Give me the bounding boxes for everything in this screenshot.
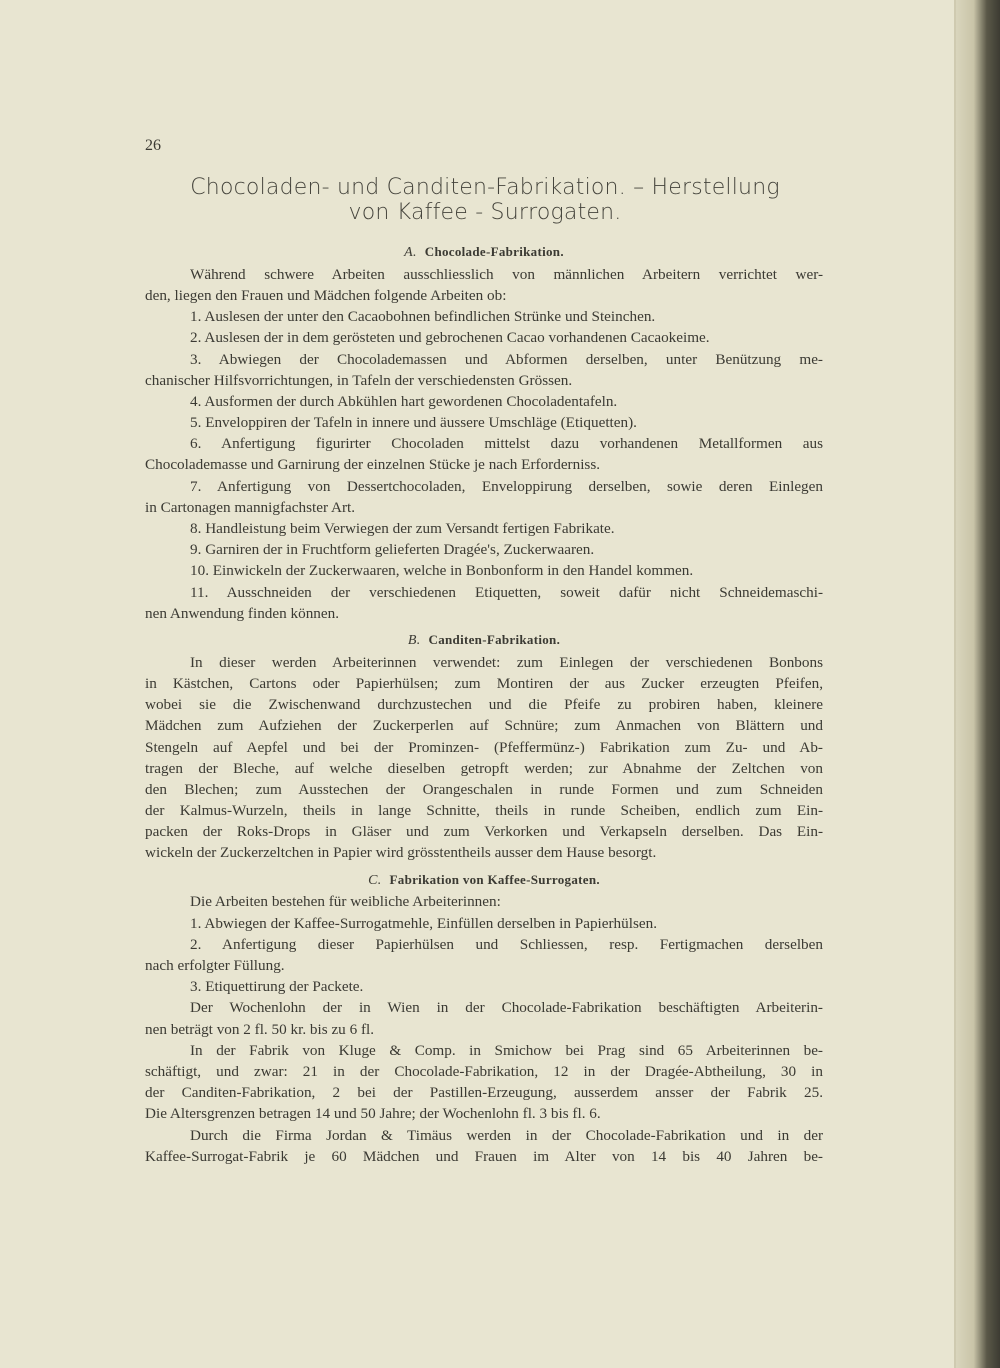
- text-line: nen beträgt von 2 fl. 50 kr. bis zu 6 fl.: [145, 1020, 375, 1038]
- text-line: In dieser werden Arbeiterinnen verwendet: zum Einlegen der verschiedenen Bonbons: [190, 653, 823, 671]
- section-letter: A.: [404, 245, 417, 260]
- text-line: 10. Einwickeln der Zuckerwaaren, welche in Bonbonform in den Handel kommen.: [190, 562, 694, 580]
- text-line: 4. Ausformen der durch Abkühlen hart gewordenen Chocoladentafeln.: [190, 392, 618, 410]
- section-heading-text: Fabrikation von Kaffee-Surrogaten.: [389, 871, 600, 887]
- text-line: wickeln der Zuckerzeltchen in Papier wird grösstentheils ausser dem Hause besorgt.: [145, 844, 657, 862]
- text-line: 7. Anfertigung von Dessertchocoladen, Enveloppirung derselben, sowie deren Einlegen: [190, 477, 823, 495]
- text-line: tragen der Bleche, auf welche dieselben getropft werden; zur Abnahme der Zeltchen von: [145, 759, 823, 777]
- text-line: In der Fabrik von Kluge & Comp. in Smichow bei Prag sind 65 Arbeiterinnen be-: [190, 1041, 823, 1059]
- text-line: 8. Handleistung beim Verwiegen der zum Versandt fertigen Fabrikate.: [190, 520, 615, 538]
- text-line: 2. Auslesen der in dem gerösteten und gebrochenen Cacao vorhandenen Cacaokeime.: [190, 329, 710, 347]
- text-line: 3. Abwiegen der Chocolademassen und Abformen derselben, unter Benützung me-: [190, 350, 823, 368]
- text-line: nach erfolgter Füllung.: [145, 957, 285, 975]
- text-line: 3. Etiquettirung der Packete.: [190, 978, 364, 996]
- section-letter: C.: [368, 872, 382, 888]
- text-line: Durch die Firma Jordan & Timäus werden in der Chocolade-Fabrikation und in der: [190, 1126, 823, 1144]
- text-line: Die Altersgrenzen betragen 14 und 50 Jahre; der Wochenlohn fl. 3 bis fl. 6.: [145, 1105, 601, 1123]
- text-line: 9. Garniren der in Fruchtform gelieferten Dragée's, Zuckerwaaren.: [190, 541, 595, 559]
- text-line: Chocolademasse und Garnirung der einzelnen Stücke je nach Erforderniss.: [145, 456, 601, 474]
- section-heading: [145, 241, 823, 264]
- section-heading-text: Chocolade-Fabrikation.: [424, 244, 564, 259]
- text-line: Stengeln auf Aepfel und bei der Prominzen- (Pfeffermünz-) Fabrikation zum Zu- und Ab-: [145, 738, 823, 756]
- text-line: Die Arbeiten bestehen für weibliche Arbeiterinnen:: [190, 893, 501, 911]
- text-line: nen Anwendung finden können.: [145, 604, 340, 622]
- text-line: packen der Roks-Drops in Gläser und zum Verkorken und Verkapseln derselben. Das Ein-: [145, 823, 823, 841]
- text-line: 1. Auslesen der unter den Cacaobohnen befindlichen Strünke und Steinchen.: [190, 308, 656, 326]
- text-line: 11. Ausschneiden der verschiedenen Etiquetten, soweit dafür nicht Schneidemaschi-: [190, 583, 823, 601]
- chapter-title-line-2: von Kaffee - Surrogaten.: [348, 200, 622, 225]
- page-number: 26: [145, 137, 161, 154]
- text-line: den Blechen; zum Ausstechen der Orangeschalen in runde Formen und zum Schneiden: [145, 780, 823, 798]
- text-line: chanischer Hilfsvorrichtungen, in Tafeln der verschiedensten Grössen.: [145, 371, 573, 389]
- text-line: den, liegen den Frauen und Mädchen folgende Arbeiten ob:: [145, 286, 507, 304]
- text-line: in Kästchen, Cartons oder Papierhülsen; zum Montiren der aus Zucker erzeugten Pfeifen,: [145, 674, 823, 692]
- text-line: Mädchen zum Aufziehen der Zuckerperlen auf Schnüre; zum Anmachen von Blättern und: [145, 717, 823, 735]
- text-line: schäftigt, und zwar: 21 in der Chocolade-Fabrikation, 12 in der Dragée-Abtheilung, 30 in: [145, 1062, 823, 1080]
- text-line: 1. Abwiegen der Kaffee-Surrogatmehle, Einfüllen derselben in Papierhülsen.: [190, 914, 658, 932]
- text-line: der Canditen-Fabrikation, 2 bei der Pastillen-Erzeugung, ausserdem ansser der Fabrik 25.: [145, 1084, 823, 1102]
- text-line: 5. Enveloppiren der Tafeln in innere und äussere Umschläge (Etiquetten).: [190, 414, 637, 432]
- text-line: Während schwere Arbeiten ausschliesslich von männlichen Arbeitern verrichtet wer-: [190, 265, 823, 283]
- section-letter: B.: [407, 632, 421, 648]
- text-line: in Cartonagen mannigfachster Art.: [145, 498, 356, 516]
- text-line: der Kalmus-Wurzeln, theils in lange Schnitte, theils in runde Scheiben, endlich zum Ein-: [145, 802, 823, 820]
- text-line: wobei sie die Zwischenwand durchzustechen und die Pfeife zu probiren haben, kleinere: [145, 696, 823, 714]
- page-body: [145, 241, 823, 1167]
- book-edge: [956, 0, 1000, 1368]
- text-line: Kaffee-Surrogat-Fabrik je 60 Mädchen und Frauen im Alter von 14 bis 40 Jahren be-: [145, 1147, 823, 1165]
- text-line: Der Wochenlohn der in Wien in der Chocolade-Fabrikation beschäftigten Arbeiterin-: [190, 999, 823, 1017]
- text-line: 6. Anfertigung figurirter Chocoladen mittelst dazu vorhandenen Metallformen aus: [190, 435, 823, 453]
- chapter-title-line-1: Chocoladen- und Canditen-Fabrikation. – Herstellung: [190, 175, 780, 200]
- section-heading: [145, 629, 823, 652]
- text-line: 2. Anfertigung dieser Papierhülsen und Schliessen, resp. Fertigmachen derselben: [190, 935, 823, 953]
- section-heading-text: Canditen-Fabrikation.: [428, 631, 561, 647]
- section-heading: [145, 869, 823, 892]
